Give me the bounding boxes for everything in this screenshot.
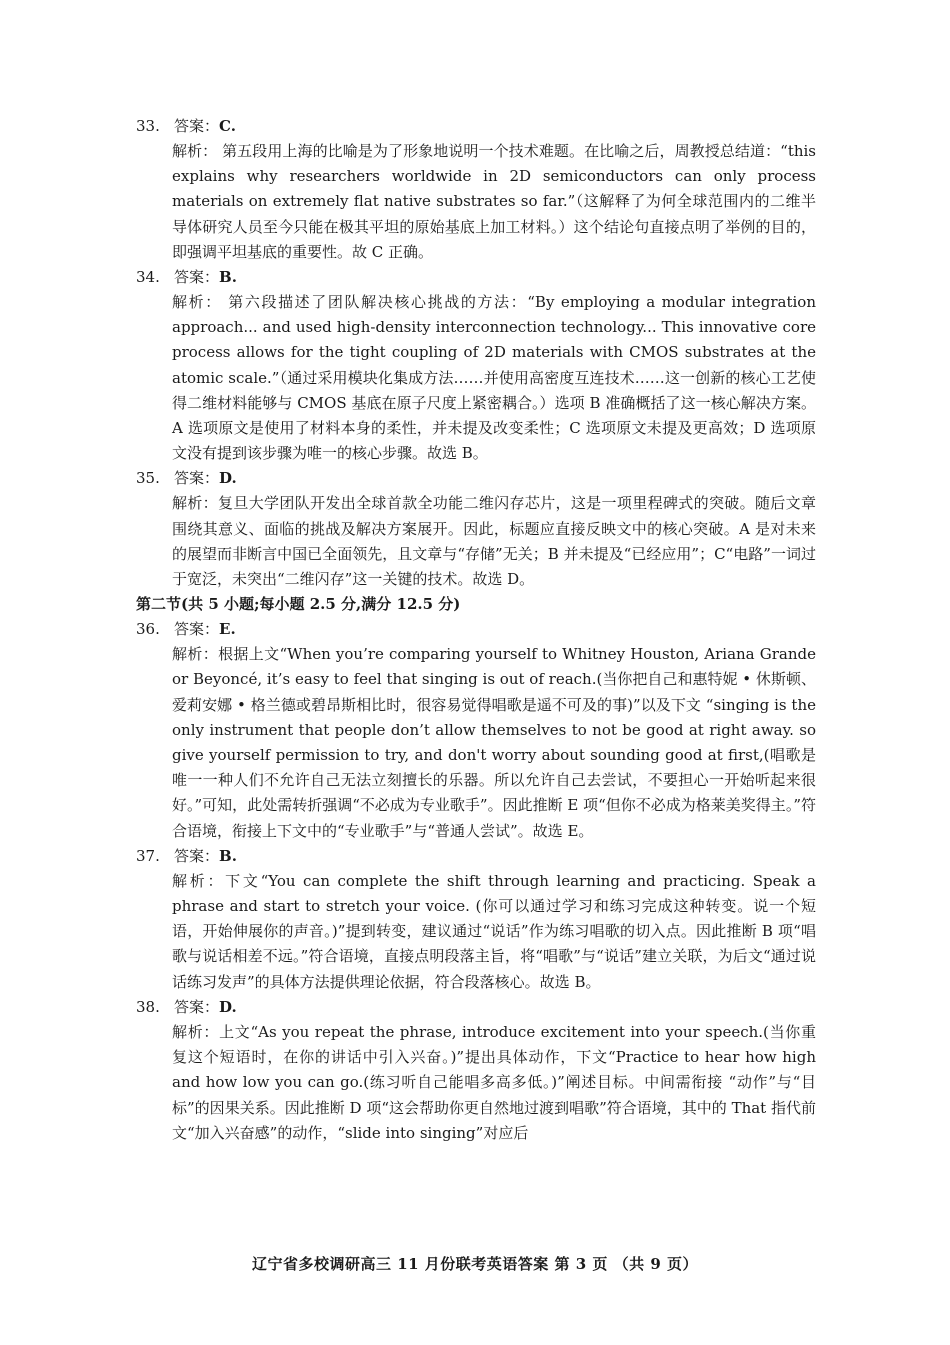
page-content — [136, 114, 816, 1146]
answer-label: 答案： — [174, 268, 220, 287]
explanation: 解析： 第六段描述了团队解决核心挑战的方法：“By employing a modular integration approach... and used high-density interconnection technology... This innovative core process allows for the tight coupling of 2D materials with CMOS substrates at the atomic scale.”（通过采用模块化集成方法……并使用高密度互连技术……这一创新的核心工艺使得二维材料能够与 CMOS 基底在原子尺度上紧密耦合。）选项 B 准确概括了这一核心解决方案。A 选项原文是使用了材料本身的柔性，并未提及改变柔性；C 选项原文未提及更高效；D 选项原文没有提到该步骤为唯一的核心步骤。故选 B。 — [172, 293, 816, 463]
answer-value: D. — [219, 469, 237, 488]
answer-value: C. — [219, 117, 236, 135]
question-33 — [136, 114, 816, 265]
question-34 — [136, 265, 816, 466]
section-title: 第二节(共 5 小题;每小题 2.5 分,满分 12.5 分) — [136, 595, 461, 614]
answer-value: E. — [219, 620, 236, 639]
answer-label: 答案： — [174, 620, 220, 639]
explanation: 解析：根据上文“When you’re comparing yourself to Whitney Houston, Ariana Grande or Beyoncé, it’s easy to feel that singing is out of reach.(当你把自己和惠特妮 • 休斯顿、爱莉安娜 • 格兰德或碧昂斯相比时，很容易觉得唱歌是遥不可及的事)”以及下文 “singing is the only instrument that people don’t allow themselves to not be good at right away. so give yourself permission to try, and don't worry about sounding good at first,(唱歌是唯一一种人们不允许自己无法立刻擅长的乐器。所以允许自己去尝试，不要担心一开始听起来很好。”可知，此处需转折强调“不必成为专业歌手”。因此推断 E 项“但你不必成为格莱美奖得主。”符合语境，衔接上下文中的“专业歌手”与“普通人尝试”。故选 E。 — [172, 645, 816, 840]
explanation: 解析：复旦大学团队开发出全球首款全功能二维闪存芯片，这是一项里程碑式的突破。随后文章围绕其意义、面临的挑战及解决方案展开。因此，标题应直接反映文中的核心突破。A 是对未来的展望而非断言中国已全面领先，且文章与“存储”无关；B 并未提及“已经应用”；C“电路”一词过于宽泛，未突出“二维闪存”这一关键的技术。故选 D。 — [172, 494, 816, 589]
explanation: 解析：上文“As you repeat the phrase, introduce excitement into your speech.(当你重复这个短语时，在你的讲话中引入兴奋。)”提出具体动作，下文“Practice to hear how high and how low you can go.(练习听自己能唱多高多低。)”阐述目标。中间需衔接 “动作”与“目标”的因果关系。因此推断 D 项“这会帮助你更自然地过渡到唱歌”符合语境，其中的 That 指代前文“加入兴奋感”的动作，“slide into singing”对应后 — [172, 1022, 816, 1142]
question-35 — [136, 466, 816, 592]
question-number: 36. — [136, 620, 160, 639]
answer-label: 答案： — [174, 117, 220, 135]
answer-value: B. — [219, 846, 237, 865]
question-36 — [136, 617, 816, 844]
question-number: 34. — [136, 268, 160, 287]
question-number: 37. — [136, 846, 160, 865]
question-37 — [136, 844, 816, 995]
explanation: 解析： 第五段用上海的比喻是为了形象地说明一个技术难题。在比喻之后，周教授总结道：“this explains why researchers worldwide in 2D semiconductors can only process materials on extremely flat native substrates so far.”（这解释了为何全球范围内的二维半导体研究人员至今只能在极其平坦的原始基底上加工材料。）这个结论句直接点明了举例的目的，即强调平坦基底的重要性。故 C 正确。 — [172, 142, 816, 261]
page-footer: 辽宁省多校调研高三 11 月份联考英语答案 第 3 页 （共 9 页） — [251, 1255, 699, 1273]
question-number: 33. — [136, 117, 160, 135]
question-number: 38. — [136, 997, 160, 1016]
answer-value: D. — [219, 997, 237, 1016]
answer-value: B. — [219, 268, 237, 287]
answer-label: 答案： — [174, 997, 220, 1016]
question-number: 35. — [136, 469, 160, 488]
answer-label: 答案： — [174, 469, 220, 488]
answer-label: 答案： — [174, 846, 220, 865]
question-38 — [136, 995, 816, 1146]
explanation: 解析：下文“You can complete the shift through learning and practicing. Speak a phrase and start to stretch your voice. (你可以通过学习和练习完成这种转变。说一个短语，开始伸展你的声音。)”提到转变，建议通过“说话”作为练习唱歌的切入点。因此推断 B 项“唱歌与说话相差不远。”符合语境，直接点明段落主旨，将“唱歌”与“说话”建立关联，为后文“通过说话练习发声”的具体方法提供理论依据，符合段落核心。故选 B。 — [172, 871, 816, 991]
